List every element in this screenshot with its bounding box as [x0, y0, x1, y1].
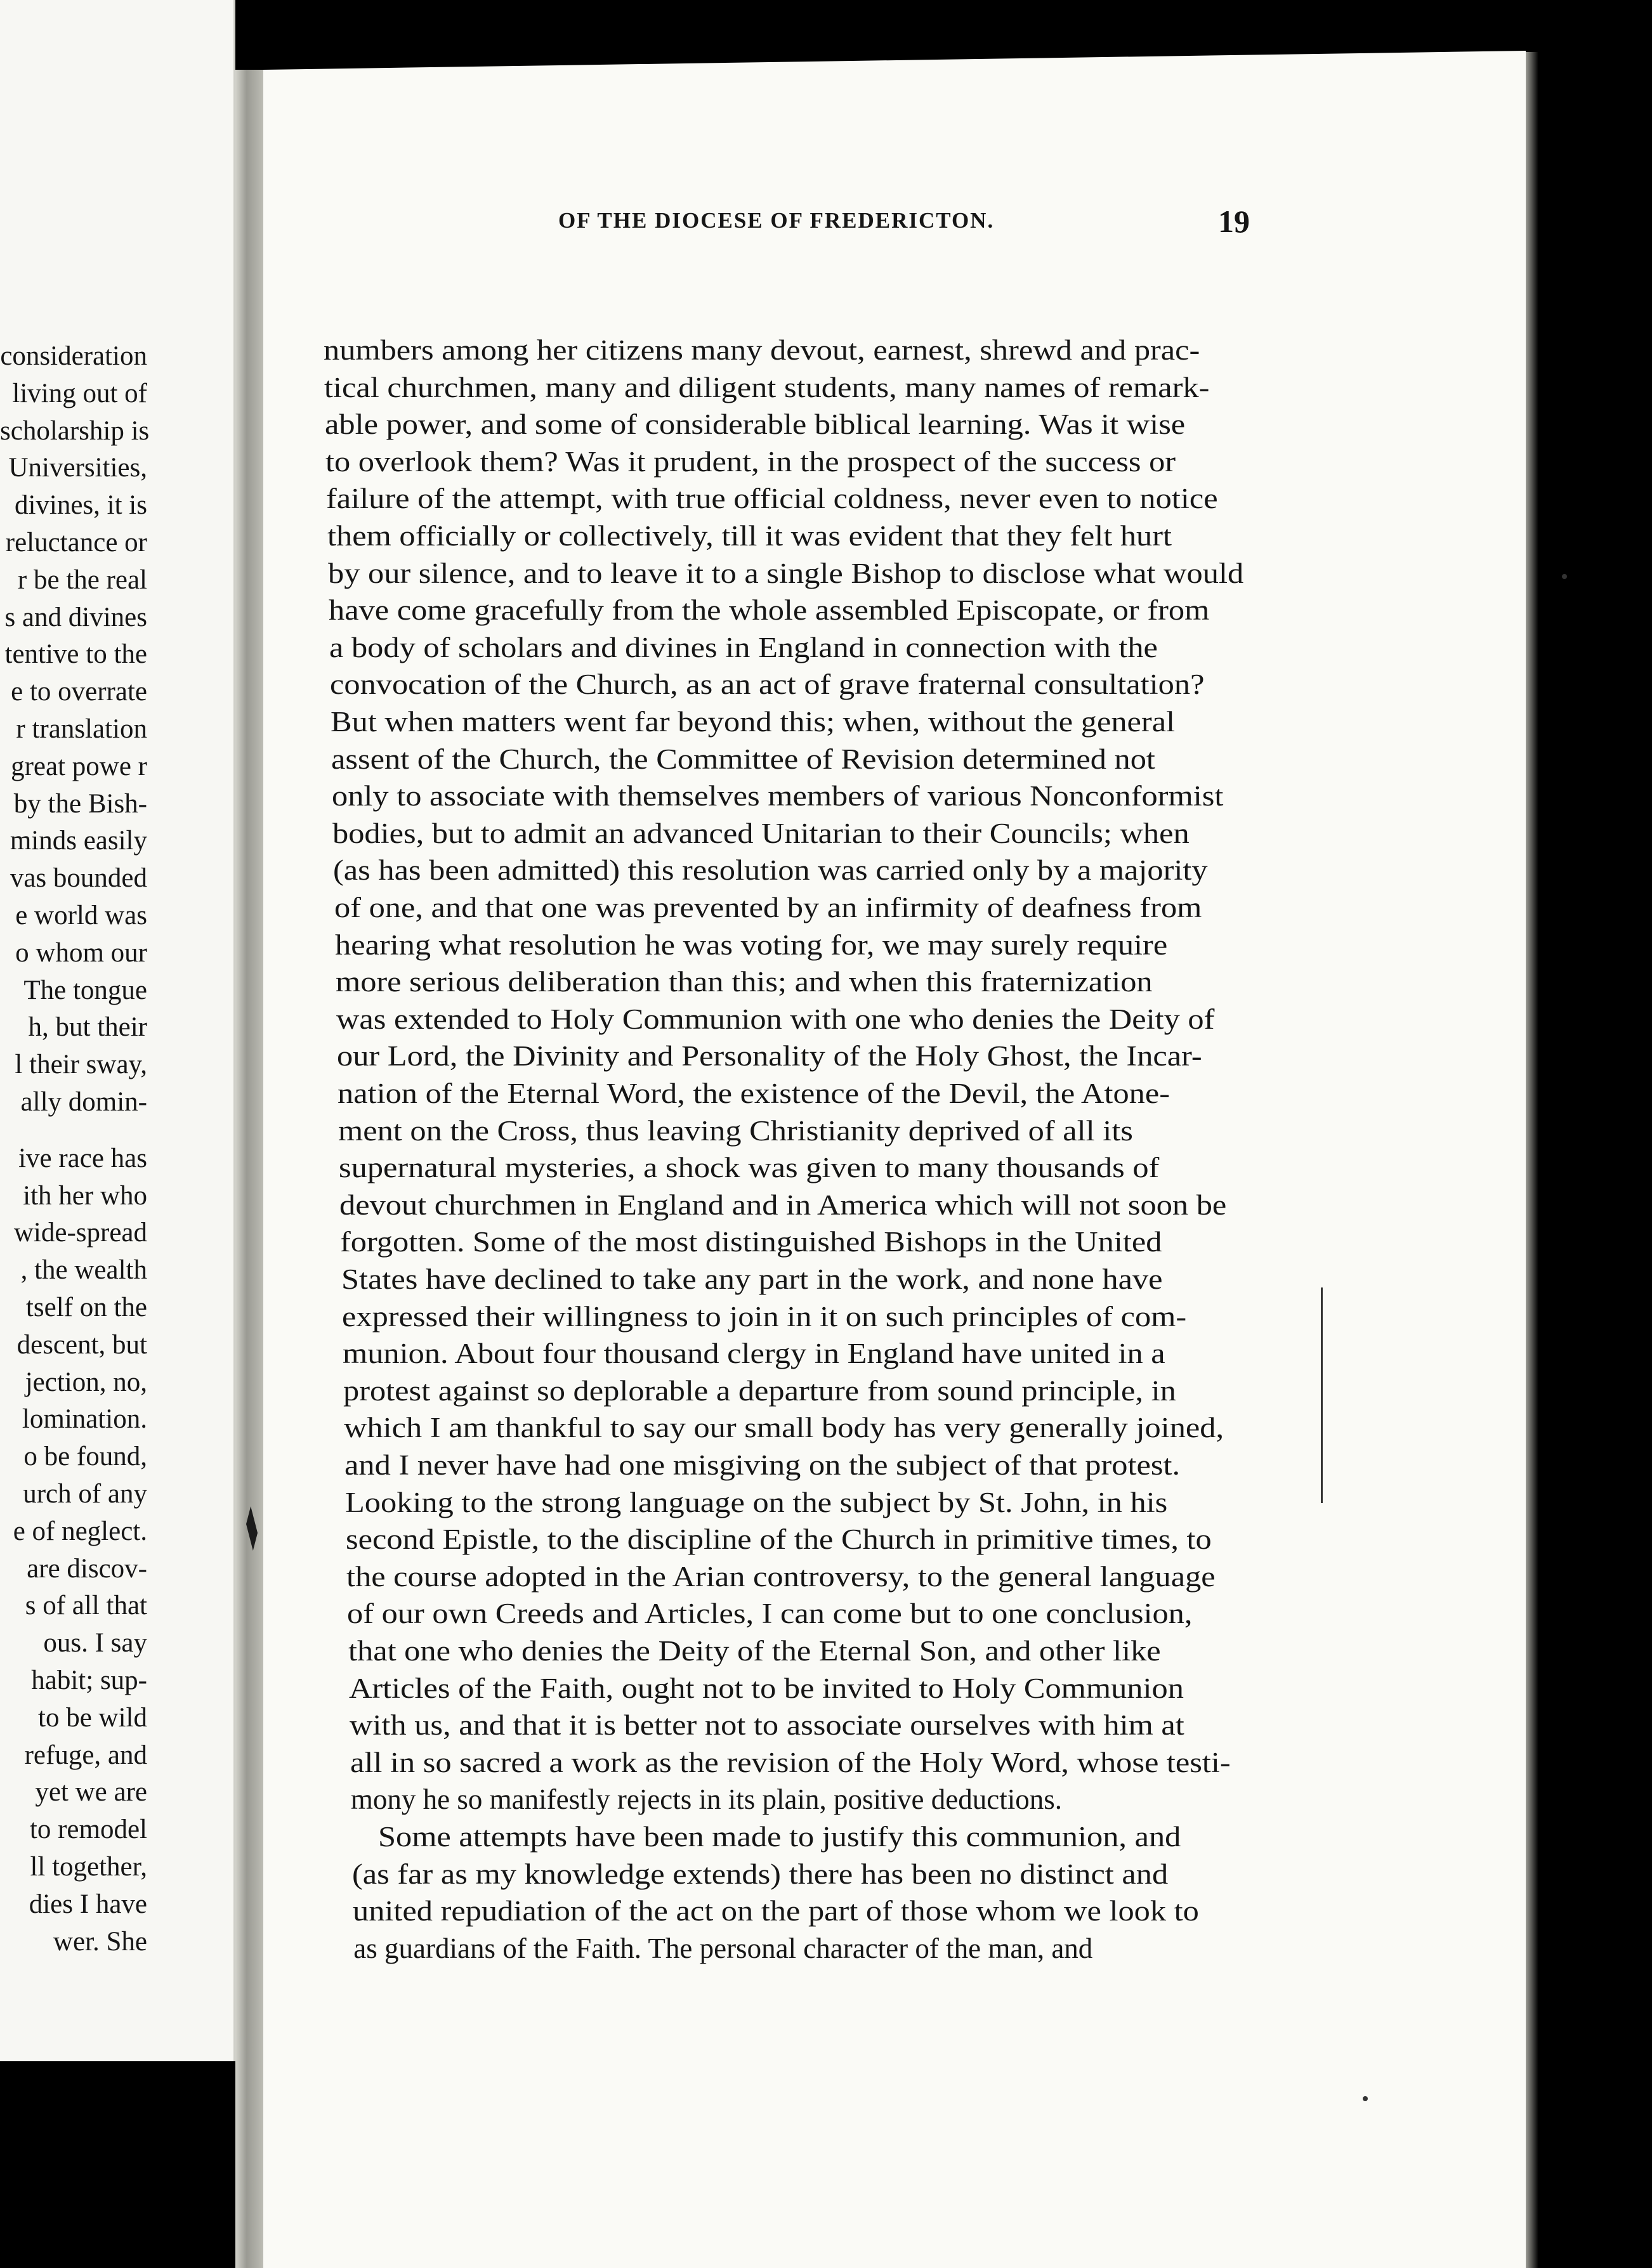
left-page-line: jection, no, — [25, 1367, 147, 1397]
left-page-line: by the Bish- — [13, 788, 147, 819]
text-line: the course adopted in the Arian controversy, to the general language — [346, 1560, 1216, 1593]
text-line: of one, and that one was prevented by an infirmity of deafness from — [334, 892, 1202, 923]
left-page-line: are discov- — [27, 1553, 147, 1584]
text-line: States have declined to take any part in the work, and none have — [341, 1263, 1163, 1295]
text-line: able power, and some of considerable biblical learning. Was it wise — [325, 408, 1186, 441]
left-page-line: wide-spread — [13, 1218, 147, 1248]
text-line: ment on the Cross, thus leaving Christianity deprived of all its — [338, 1114, 1133, 1147]
text-line: supernatural mysteries, a shock was given to many thousands of — [339, 1152, 1160, 1184]
left-page-line: to remodel — [29, 1815, 147, 1845]
left-page-line: lomination. — [22, 1404, 147, 1435]
left-page-line: e world was — [15, 901, 147, 930]
text-line: assent of the Church, the Committee of Revision determined not — [331, 743, 1156, 775]
text-line: and I never have had one misgiving on the subject of that protest. — [344, 1449, 1181, 1481]
text-line: munion. About four thousand clergy in England have united in a — [342, 1338, 1165, 1370]
text-line: failure of the attempt, with true official coldness, never even to notice — [326, 483, 1218, 515]
text-line: Articles of the Faith, ought not to be invited to Holy Communion — [348, 1672, 1184, 1704]
left-page-line: The tongue — [23, 975, 147, 1005]
left-page-line: , the wealth — [20, 1255, 147, 1286]
text-line: hearing what resolution he was voting for, we may surely require — [334, 929, 1167, 961]
left-page-line: tentive to the — [4, 639, 147, 670]
left-page-line: yet we are — [35, 1777, 147, 1808]
left-page-line: reluctance or — [5, 528, 147, 557]
text-line: a body of scholars and divines in England in connection with the — [329, 631, 1158, 663]
text-line: expressed their willingness to join in it on such principles of com- — [341, 1300, 1186, 1333]
left-page-line: r be the real — [17, 564, 147, 595]
text-line: bodies, but to admit an advanced Unitarian to their Councils; when — [332, 817, 1190, 849]
left-page-line: living out of — [12, 378, 147, 408]
left-page-line: consideration — [0, 341, 147, 371]
text-line: to overlook them? Was it prudent, in the prospect of the success or — [325, 445, 1176, 478]
text-line: Looking to the strong language on the subject by St. John, in his — [345, 1486, 1168, 1518]
left-page-line: s of all that — [25, 1591, 147, 1621]
left-page-line: e of neglect. — [13, 1516, 147, 1546]
left-page-line: habit; sup- — [31, 1665, 147, 1695]
text-line: tical churchmen, many and diligent students, many names of remark- — [324, 371, 1210, 403]
margin-rule — [1321, 1287, 1323, 1503]
text-line: (as far as my knowledge extends) there has been no distinct and — [352, 1858, 1169, 1890]
text-line: second Epistle, to the discipline of the Church in primitive times, to — [346, 1523, 1212, 1556]
page-number: 19 — [1218, 204, 1250, 239]
left-page-line: tself on the — [25, 1293, 147, 1322]
text-line: united repudiation of the act on the part of those whom we look to — [353, 1895, 1200, 1927]
left-page-line: great powe r — [11, 751, 147, 781]
text-line: that one who denies the Deity of the Eternal Son, and other like — [348, 1635, 1161, 1667]
text-line: devout churchmen in England and in America which will not soon be — [339, 1189, 1227, 1221]
text-line: convocation of the Church, as an act of grave fraternal consultation? — [329, 668, 1205, 701]
left-page-line: Universities, — [8, 453, 147, 483]
text-line: protest against so deplorable a departure from sound principle, in — [343, 1374, 1176, 1407]
text-line: which I am thankful to say our small body has very generally joined, — [343, 1412, 1224, 1444]
text-line: forgotten. Some of the most distinguished Bishops in the United — [340, 1226, 1162, 1258]
left-page-line: ll together, — [30, 1852, 147, 1882]
left-page-line: l their sway, — [15, 1050, 147, 1080]
left-page-line: ally domin- — [20, 1087, 147, 1117]
text-line: by our silence, and to leave it to a single Bishop to disclose what would — [327, 557, 1243, 589]
text-line: with us, and that it is better not to associate ourselves with him at — [349, 1709, 1184, 1742]
speck — [1363, 2096, 1368, 2101]
text-line: was extended to Holy Communion with one who denies the Deity of — [336, 1003, 1215, 1035]
left-page-line: ith her who — [23, 1180, 147, 1211]
running-head: OF THE DIOCESE OF FREDERICTON. — [558, 208, 995, 233]
left-page-line: minds easily — [10, 826, 147, 856]
text-line: mony he so manifestly rejects in its plain, positive deductions. — [350, 1783, 1062, 1816]
left-page-line: o whom our — [15, 937, 147, 968]
left-page-line: scholarship is — [0, 415, 150, 446]
text-line: But when matters went far beyond this; when, without the general — [331, 706, 1176, 738]
left-page-line: to be wild — [38, 1702, 147, 1733]
text-line: only to associate with themselves members of various Nonconformist — [332, 780, 1224, 812]
left-page-line: ive race has — [18, 1143, 147, 1173]
text-line: have come gracefully from the whole assembled Episcopate, or from — [328, 594, 1209, 627]
left-page-line: dies I have — [29, 1889, 147, 1919]
left-page-line: ous. I say — [43, 1628, 147, 1659]
left-page-line: r translation — [16, 714, 147, 744]
left-page-line: refuge, and — [24, 1740, 147, 1770]
text-line: as guardians of the Faith. The personal character of the man, and — [353, 1932, 1093, 1964]
left-page-line: e to overrate — [11, 677, 147, 707]
text-line: of our own Creeds and Articles, I can come but to one conclusion, — [347, 1598, 1193, 1630]
text-line: Some attempts have been made to justify this communion, and — [378, 1821, 1181, 1853]
left-page-line: o be found, — [23, 1442, 147, 1472]
left-page-line: wer. She — [53, 1926, 147, 1957]
text-line: more serious deliberation than this; and when this fraternization — [335, 966, 1153, 998]
text-line: them officially or collectively, till it was evident that they felt hurt — [327, 520, 1172, 552]
text-line: numbers among her citizens many devout, earnest, shrewd and prac- — [324, 334, 1200, 366]
left-page-line: h, but their — [28, 1012, 147, 1043]
left-page-line: descent, but — [16, 1329, 147, 1360]
text-line: nation of the Eternal Word, the existence of the Devil, the Atone- — [338, 1078, 1170, 1109]
left-page-line: vas bounded — [10, 863, 147, 894]
text-line: our Lord, the Divinity and Personality of the Holy Ghost, the Incar- — [336, 1040, 1202, 1072]
speck — [1562, 574, 1567, 579]
left-page-line: s and divines — [4, 602, 147, 632]
left-page-line: divines, it is — [14, 490, 147, 521]
left-page-line: urch of any — [23, 1479, 147, 1509]
text-line: (as has been admitted) this resolution was carried only by a majority — [333, 854, 1209, 887]
text-line: all in so sacred a work as the revision of the Holy Word, whose testi- — [350, 1746, 1231, 1778]
